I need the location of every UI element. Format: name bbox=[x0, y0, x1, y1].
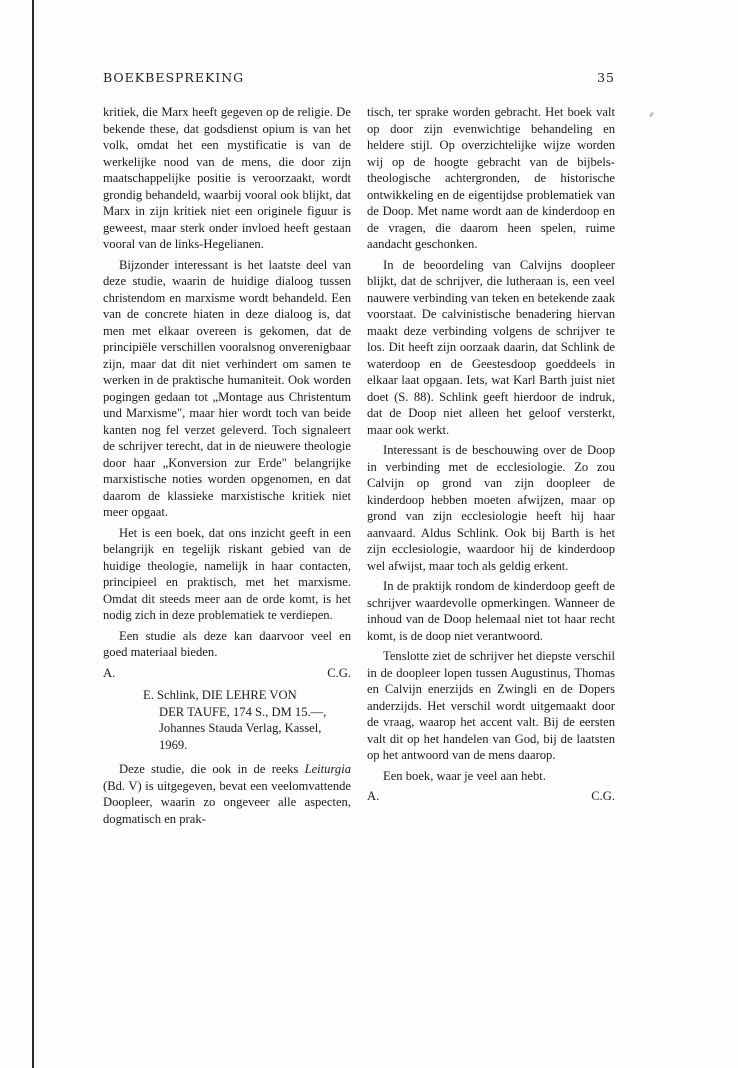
paragraph: Interessant is de beschouwing over de Doop in verbinding met de ecclesiologie. Zo zou Calvijn op grond van zijn doopleer de kinderdoop hebben moeten afwijzen, maar op grond van zijn ecclesiologie heeft hij haar aanvaard. Aldus Schlink. Ook bij Barth is het zijn ecclesiologie, waardoor hij de kinderdoop wel afwijst, maar toch als geldig erkent. bbox=[367, 443, 615, 573]
book-reference-line: E. Schlink, DIE LEHRE VON bbox=[143, 688, 297, 702]
book-reference-line: DER TAUFE, 174 S., DM 15.—, bbox=[159, 704, 327, 719]
running-title: BOEKBESPREKING bbox=[103, 70, 245, 85]
paragraph-text: Deze studie, die ook in de reeks bbox=[119, 762, 305, 776]
paragraph-text: (Bd. V) is uitgegeven, bevat een veelomvattende Doopleer, waarin zo ongeveer alle aspecten, dogmatisch en prak- bbox=[103, 778, 351, 826]
signature-author: C.G. bbox=[327, 665, 351, 680]
paragraph: Tenslotte ziet de schrijver het diepste verschil in de doopleer lopen tussen Augustinus, Thomas en Calvijn enerzijds en Zwingli en de Dopers anderzijds. Het verschil wordt uitgemaakt door de vraag, waarop het accent valt. Bij de eersten valt dit op het handelen van God, bij de laatsten op het antwoord van de mens daarop. bbox=[367, 649, 615, 762]
book-reference-line: Johannes Stauda Verlag, Kassel, bbox=[159, 721, 322, 735]
paragraph: Een studie als deze kan daarvoor veel en goed materiaal bieden. bbox=[103, 628, 351, 659]
series-title: Leiturgia bbox=[304, 762, 351, 776]
scan-speck bbox=[649, 112, 654, 118]
book-reference bbox=[103, 687, 351, 753]
right-column bbox=[367, 104, 615, 811]
left-column bbox=[103, 104, 351, 831]
signature-initial: A. bbox=[367, 789, 380, 803]
paragraph: kritiek, die Marx heeft gegeven op de religie. De bekende these, dat godsdienst opium is van het volk, omdat het een mystificatie is van de werkelijke nood van de mens, die door zijn maatschappelijke positie is veroorzaakt, wordt grondig behandeld, waarbij vooral ook blijkt, dat Marx in zijn kritiek niet een originele figuur is geweest, maar sterk onder invloed heeft gestaan vooral van de links-Hegelianen. bbox=[103, 105, 351, 251]
page-number: 35 bbox=[597, 70, 615, 85]
review-signature bbox=[367, 788, 615, 805]
review-signature bbox=[103, 665, 351, 682]
paragraph: Bijzonder interessant is het laatste deel van deze studie, waarin de huidige dialoog tussen christendom en marxisme wordt behandeld. Een van de concrete hiaten in deze dialoog is, dat men met elkaar overeen is gekomen, dat de principiële verschillen vooralsnog onverenigbaar zijn, maar dat dit niet verhindert om samen te werken in de praktische humaniteit. Ook worden pogingen gedaan tot „Montage aus Christentum und Marxisme", maar hier wordt toch van beide kanten nog fel verzet geleverd. Toch signaleert de schrijver terecht, dat in de nieuwere theologie door haar „Konversion zur Erde" belangrijke marxistische noties worden opgenomen, en dat daarom de klassieke marxistische kritiek niet meer opgaat. bbox=[103, 257, 351, 519]
binding-edge bbox=[32, 0, 34, 1068]
signature-author: C.G. bbox=[591, 789, 615, 803]
paragraph: Een boek, waar je veel aan hebt. bbox=[383, 768, 546, 783]
paragraph: tisch, ter sprake worden gebracht. Het boek valt op door zijn evenwichtige behandeling en heldere stijl. Op overzichtelijke wijze worden wij op de hoogte gebracht van de bijbels-theologische achtergronden, de historische ontwikkeling en de eigentijdse problematiek van de Doop. Met name wordt aan de kinderdoop en de vragen, die daarom heen spelen, ruime aandacht geschonken. bbox=[367, 105, 615, 251]
signature-initial: A. bbox=[103, 665, 116, 680]
paragraph bbox=[103, 761, 351, 827]
paragraph: Het is een boek, dat ons inzicht geeft in een belangrijk en tegelijk riskant gebied van de huidige theologie, namelijk in haar contacten, principieel en praktisch, met het marxisme. Omdat dit steeds meer aan de orde komt, is het nodig zich in deze problematiek te verdiepen. bbox=[103, 525, 351, 622]
book-reference-line: 1969. bbox=[159, 737, 188, 752]
paragraph: In de praktijk rondom de kinderdoop geeft de schrijver waardevolle opmerkingen. Wanneer de inhoud van de Doop helemaal niet tot haar recht komt, is de doop niet verantwoord. bbox=[367, 579, 615, 643]
paragraph: In de beoordeling van Calvijns doopleer blijkt, dat de schrijver, die lutheraan is, een veel nauwere verbinding van teken en betekende zaak voorstaat. De calvinistische benadering hiervan maakt deze verbinding volgens de schrijver te los. Dit heeft zijn oorzaak daarin, dat Schlink de waterdoop en de Geestesdoop goeddeels in elkaar laat opgaan. Iets, wat Karl Barth juist niet doet (S. 88). Schlink geeft hierdoor de indruk, dat de Doop niet alleen het geloof versterkt, maar ook werkt. bbox=[367, 257, 615, 437]
